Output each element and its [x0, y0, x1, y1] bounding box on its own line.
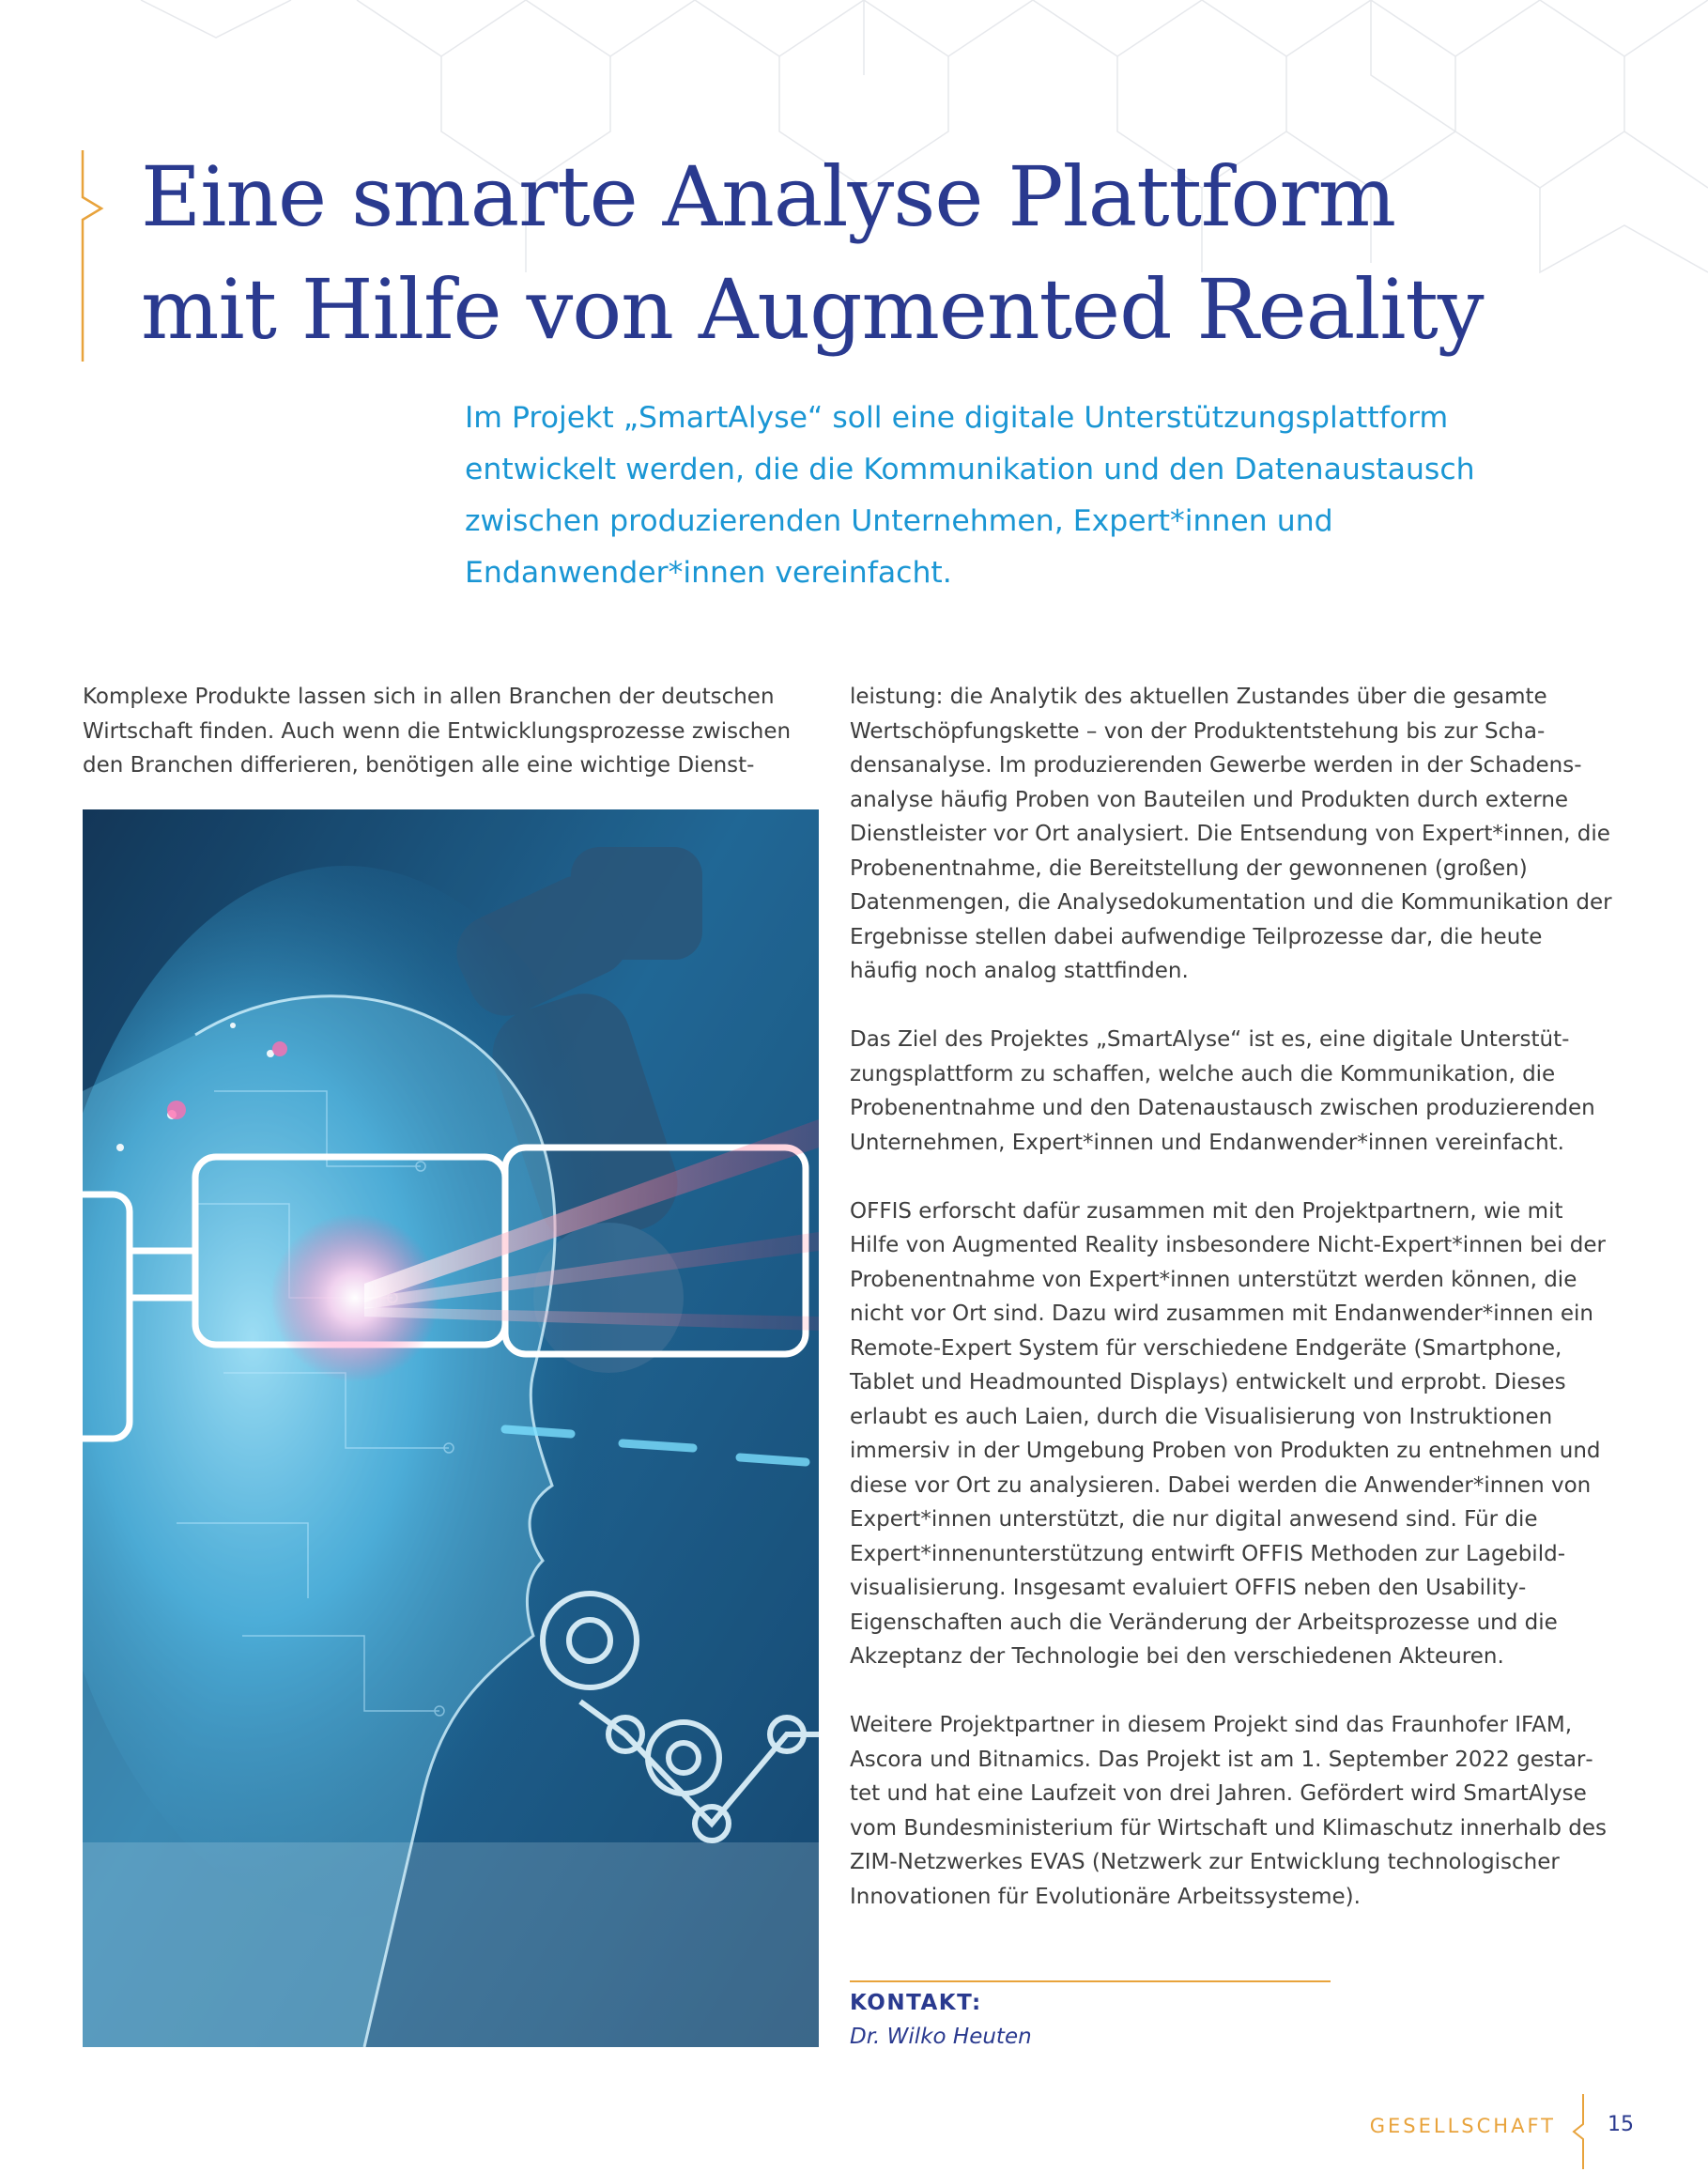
contact-name: Dr. Wilko Heuten: [850, 2025, 1032, 2049]
body-paragraph: leistung: die Analytik des aktuellen Zustandes über die gesamte Wertschöpfungskette – von der Produktentstehung bis zur Schadensanalyse. Im produzierenden Gewerbe werden in der Schadensanalyse häufig Proben von Bauteilen und Produkten durch externe Dienstleister vor Ort analysiert. Die Entsendung von Expert*innen, die Probenentnahme, die Bereitstellung der gewonnenen (großen) Datenmengen, die Analysedokumentation und die Kommunikation der Ergebnisse stellen dabei aufwendige Teilprozesse dar, die heute häufig noch analog stattfinden.: [850, 685, 1612, 983]
right-column: [850, 680, 1615, 1949]
footer-section-label: GESELLSCHAFT: [1369, 2115, 1556, 2137]
body-paragraph: Das Ziel des Projektes „SmartAlyse“ ist es, eine digitale Unterstützungsplattform zu schaffen, welche auch die Kommunikation, die Probenentnahme und den Datenaustausch zwischen produzierenden Unternehmen, Expert*innen und Endanwender*innen vereinfacht.: [850, 1027, 1595, 1155]
page-number: 15: [1608, 2113, 1634, 2136]
lead-paragraph: Im Projekt „SmartAlyse“ soll eine digitale Unterstützungsplattform entwickelt werden, die die Kommunikation und den Datenaustausch zwischen produzierenden Unternehmen, Expert*innen und Endanwender*innen vereinfacht.: [465, 401, 1475, 590]
page-title: [141, 141, 1484, 366]
body-paragraph: Komplexe Produkte lassen sich in allen Branchen der deutschen Wirtschaft finden. Auch wenn die Entwicklungsprozesse zwischen den Branchen differieren, benötigen alle eine wichtige Dienst-: [83, 685, 792, 778]
title-line-1: Eine smarte Analyse Plattform: [141, 148, 1396, 245]
title-accent-bracket: [75, 150, 113, 362]
contact-label: KONTAKT:: [850, 1991, 982, 2015]
ar-illustration-image: [83, 809, 819, 2047]
title-line-2: mit Hilfe von Augmented Reality: [141, 261, 1484, 358]
body-paragraph: OFFIS erforscht dafür zusammen mit den Projektpartnern, wie mit Hilfe von Augmented Reality insbesondere Nicht-Expert*innen bei der Probenentnahme von Expert*innen unterstützt werden können, die nicht vor Ort sind. Dazu wird zusammen mit Endanwender*innen ein Remote-Expert System für verschiedene Endgeräte (Smartphone, Tablet und Headmounted Displays) entwickelt und erprobt. Dieses erlaubt es auch Laien, durch die Visualisierung von Instruktionen immersiv in der Umgebung Proben von Produkten zu entnehmen und diese vor Ort zu analysieren. Dabei werden die Anwender*innen von Expert*innen unterstützt, die nur digital anwesend sind. Für die Expert*innenunterstützung entwirft OFFIS Methoden zur Lagebildvisualisierung. Insgesamt evaluiert OFFIS neben den Usability-Eigenschaften auch die Veränderung der Arbeitsprozesse und die Akzeptanz der Technologie bei den verschiedenen Akteuren.: [850, 1198, 1606, 1669]
contact-divider: [850, 1980, 1331, 1982]
body-paragraph: Weitere Projektpartner in diesem Projekt sind das Fraunhofer IFAM, Ascora und Bitnamics. Das Projekt ist am 1. September 2022 gestartet und hat eine Laufzeit von drei Jahren. Gefördert wird SmartAlyse vom Bundesministerium für Wirtschaft und Klimaschutz innerhalb des ZIM-Netzwerkes EVAS (Netzwerk zur Entwicklung technologischer Innovationen für Evolutionäre Arbeitssysteme).: [850, 1713, 1608, 1909]
footer-bracket-icon: [1568, 2094, 1596, 2169]
left-column: [83, 680, 815, 817]
